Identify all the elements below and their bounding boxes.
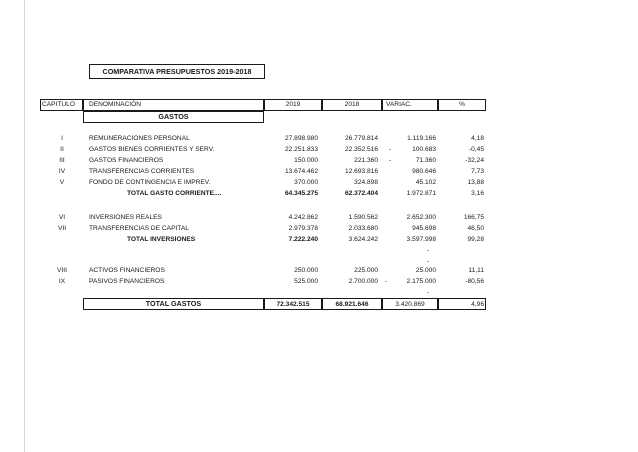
row-cap: VI (58, 214, 66, 221)
header-2018: 2018 (344, 101, 360, 108)
total-inversiones-pct: 99,28 (467, 236, 484, 243)
row-2019: 13.674.462 (284, 168, 318, 175)
row-2018: 22.352.516 (344, 146, 378, 153)
row-2019: 150.000 (294, 157, 318, 164)
total-inversiones-label: TOTAL INVERSIONES (127, 236, 196, 243)
row-pct: -0,45 (468, 146, 484, 153)
row-variac: 1.119.166 (407, 135, 436, 142)
row-denominacion: GASTOS BIENES CORRIENTES Y SERV. (89, 146, 215, 153)
row-pct: 4,18 (471, 135, 484, 142)
total-gastos-pct: 4,96 (471, 300, 484, 308)
row-2018: 221.360 (354, 157, 378, 164)
row-neg: - (385, 278, 388, 285)
row-pct: -80,56 (465, 278, 484, 285)
row-variac: 100.683 (412, 146, 436, 153)
row-2019: 525.000 (294, 278, 318, 285)
total-corriente-2018: 62.372.404 (344, 190, 378, 197)
row-2018: 12.693.816 (344, 168, 378, 175)
row-denominacion: FONDO DE CONTINGENCIA E IMPREV. (89, 179, 211, 186)
total-gastos-label: TOTAL GASTOS (145, 299, 202, 308)
total-gastos-variac: 3.420.869 (395, 300, 425, 308)
total-gastos-2019: 72.342.515 (276, 300, 310, 308)
section-title: GASTOS (158, 112, 189, 121)
stray-dash: - (427, 247, 430, 254)
total-corriente-pct: 3,16 (471, 190, 484, 197)
stray-dash: - (427, 258, 430, 265)
row-neg: - (389, 146, 392, 153)
row-denominacion: ACTIVOS FINANCIEROS (89, 267, 165, 274)
row-denominacion: REMUNERACIONES PERSONAL (89, 135, 190, 142)
row-2018: 2.033.680 (348, 225, 378, 232)
row-2018: 26.779.814 (344, 135, 378, 142)
total-inversiones-2018: 3.624.242 (348, 236, 378, 243)
total-inversiones-2019: 7.222.240 (288, 236, 318, 243)
row-pct: 13,88 (467, 179, 484, 186)
row-variac: 2.652.300 (406, 214, 436, 221)
header-denominacion: DENOMINACIÓN (89, 101, 142, 108)
row-denominacion: TRANSFERENCIAS DE CAPITAL (89, 225, 189, 232)
row-cap: I (61, 135, 63, 142)
row-denominacion: INVERSIONES REALES (89, 214, 162, 221)
row-denominacion: PASIVOS FINANCIEROS (89, 278, 165, 285)
row-2019: 4.242.862 (288, 214, 318, 221)
total-corriente-2019: 64.345.275 (284, 190, 318, 197)
row-pct: 11,11 (468, 267, 484, 274)
row-neg: - (389, 157, 392, 164)
row-variac: 980.646 (412, 168, 436, 175)
row-cap: IX (58, 278, 66, 285)
row-2019: 22.251.833 (284, 146, 318, 153)
row-2019: 2.979.378 (288, 225, 318, 232)
header-pct: % (459, 101, 465, 108)
row-2019: 370.000 (294, 179, 318, 186)
total-corriente-label: TOTAL GASTO CORRIENTE.... (127, 190, 222, 197)
header-capitulo: CAPITULO (42, 101, 75, 108)
row-cap: III (59, 157, 65, 164)
row-2019: 250.000 (294, 267, 318, 274)
row-pct: -32,24 (465, 157, 484, 164)
total-gastos-2018: 68.921.646 (335, 300, 369, 308)
header-variac: VARIAC. (386, 101, 412, 108)
row-2018: 225.000 (354, 267, 378, 274)
page-edge-line (24, 0, 25, 452)
row-variac: 2.175.000 (406, 278, 436, 285)
row-cap: II (60, 146, 64, 153)
row-variac: 45.102 (415, 179, 436, 186)
row-cap: VII (57, 225, 67, 232)
total-corriente-variac: 1.972.871 (406, 190, 436, 197)
header-2019: 2019 (285, 101, 301, 108)
row-2018: 324.898 (354, 179, 378, 186)
row-variac: 25.000 (415, 267, 436, 274)
row-denominacion: TRANSFERENCIAS CORRIENTES (89, 168, 195, 175)
row-variac: 945.698 (412, 225, 436, 232)
row-2018: 2.700.000 (348, 278, 378, 285)
row-2019: 27.898.980 (284, 135, 318, 142)
row-pct: 46,50 (467, 225, 484, 232)
page-title: COMPARATIVA PRESUPUESTOS 2019-2018 (102, 67, 252, 76)
stray-dash: - (427, 289, 430, 296)
row-pct: 7,73 (471, 168, 484, 175)
row-variac: 71.360 (415, 157, 436, 164)
total-inversiones-variac: 3.597.998 (406, 236, 436, 243)
row-cap: V (59, 179, 65, 186)
row-denominacion: GASTOS FINANCIEROS (89, 157, 164, 164)
row-2018: 1.590.562 (348, 214, 378, 221)
row-cap: IV (58, 168, 66, 175)
row-pct: 166,75 (463, 214, 484, 221)
row-cap: VIII (57, 267, 67, 274)
